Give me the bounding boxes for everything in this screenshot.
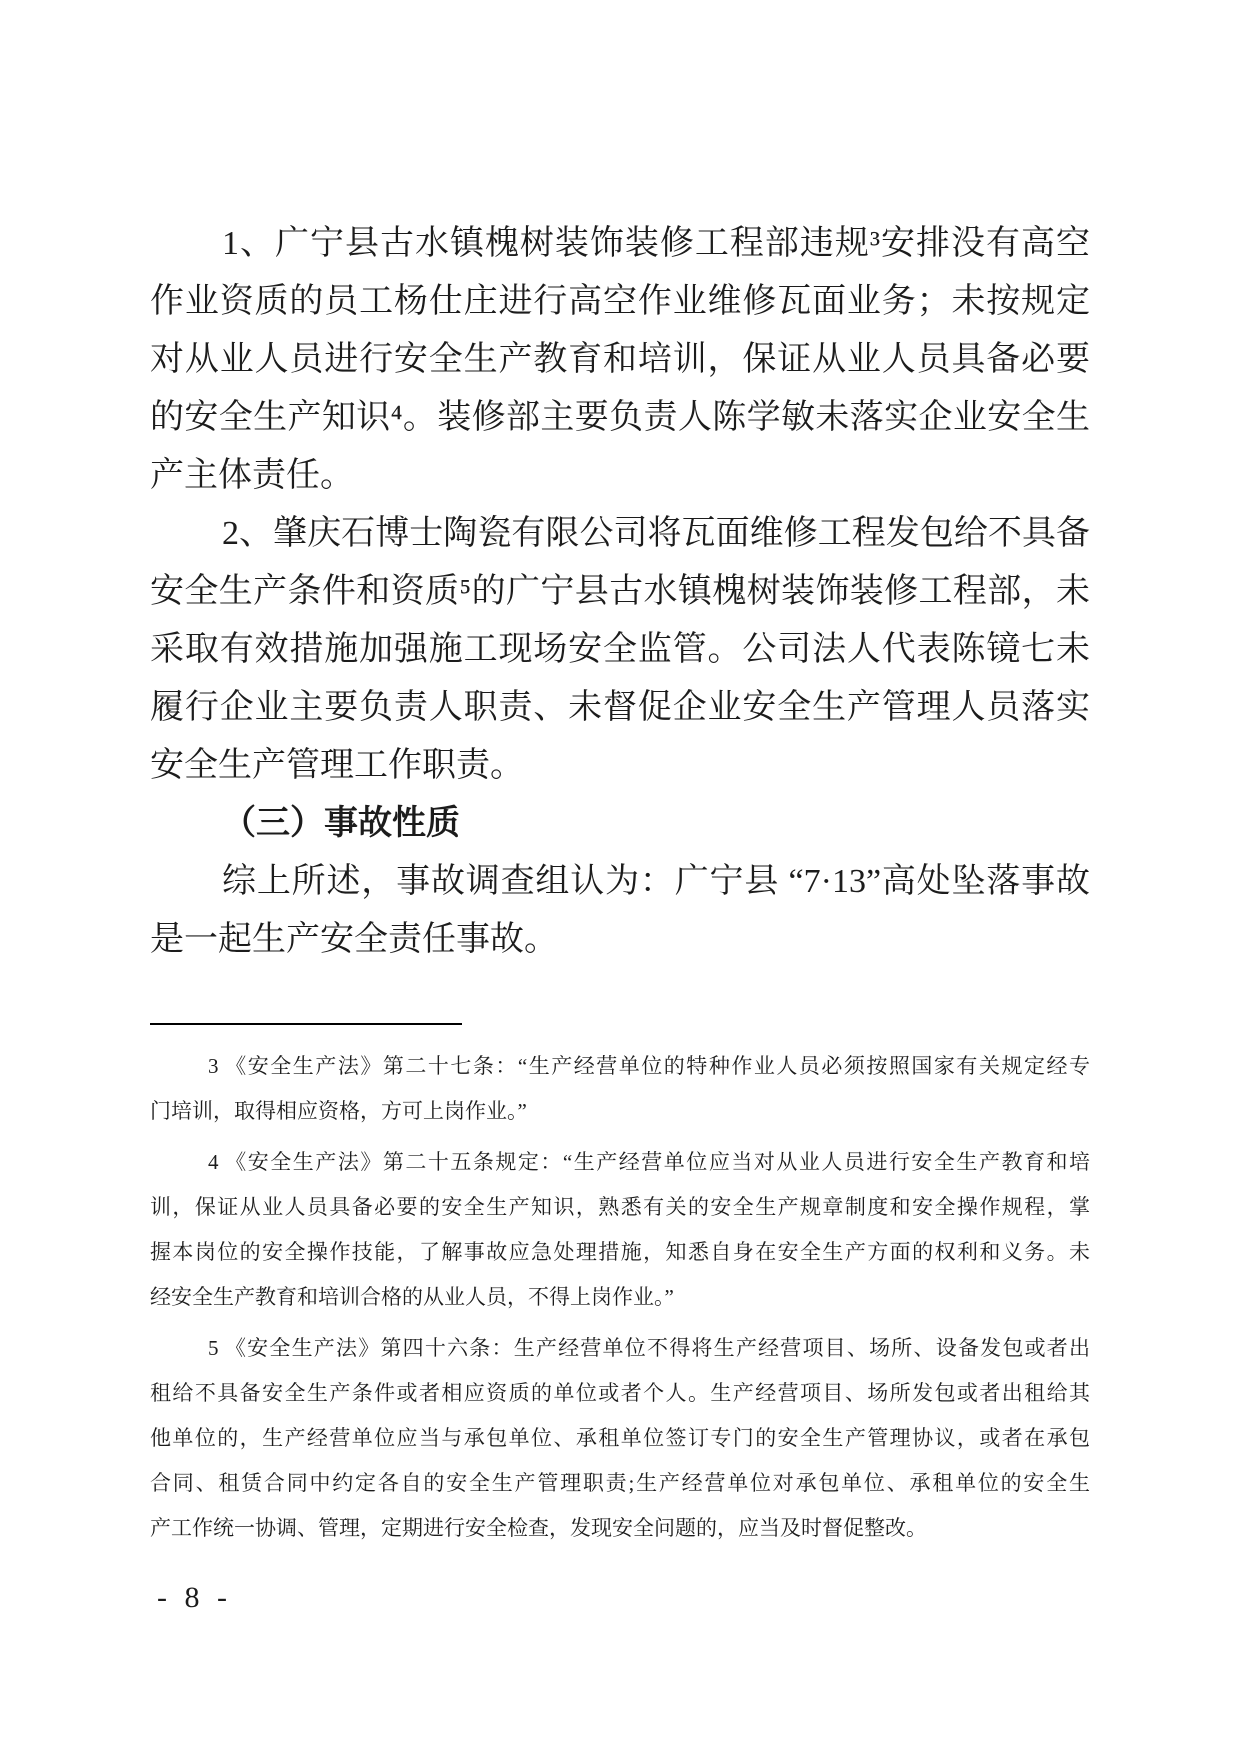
- footnote-5: [150, 1326, 1090, 1551]
- paragraph-1: [150, 215, 1090, 505]
- footnote-line: 他单位的，生产经营单位应当与承包单位、承租单位签订专门的安全生产管理协议，或者在承包: [150, 1426, 1090, 1450]
- footnotes-block: [150, 1044, 1090, 1557]
- text-line: 安全生产管理工作职责。: [150, 747, 524, 784]
- footnote-line: 5 《安全生产法》第四十六条：生产经营单位不得将生产经营项目、场所、设备发包或者出: [208, 1336, 1090, 1360]
- text-line: 履行企业主要负责人职责、未督促企业安全生产管理人员落实: [150, 689, 1090, 726]
- footnote-4: [150, 1140, 1090, 1320]
- text-line: 的安全生产知识⁴。装修部主要负责人陈学敏未落实企业安全生: [150, 399, 1090, 436]
- footnote-3: [150, 1044, 1090, 1134]
- footnote-line: 合同、租赁合同中约定各自的安全生产管理职责;生产经营单位对承包单位、承租单位的安全生: [150, 1471, 1090, 1495]
- text-line: 1、广宁县古水镇槐树装饰装修工程部违规³安排没有高空: [222, 225, 1090, 262]
- page-number: - 8 -: [157, 1581, 227, 1614]
- footnote-separator: [150, 1023, 462, 1025]
- text-line: 2、肇庆石博士陶瓷有限公司将瓦面维修工程发包给不具备: [222, 515, 1090, 552]
- text-line: 作业资质的员工杨仕庄进行高空作业维修瓦面业务；未按规定: [150, 283, 1090, 320]
- footnote-line: 租给不具备安全生产条件或者相应资质的单位或者个人。生产经营项目、场所发包或者出租给其: [150, 1381, 1090, 1405]
- footnote-line: 4 《安全生产法》第二十五条规定：“生产经营单位应当对从业人员进行安全生产教育和培: [208, 1150, 1090, 1174]
- text-line: 产主体责任。: [150, 457, 354, 494]
- footnote-line: 产工作统一协调、管理，定期进行安全检查，发现安全问题的，应当及时督促整改。: [150, 1516, 927, 1540]
- text-line: 是一起生产安全责任事故。: [150, 921, 558, 958]
- footnote-line: 经安全生产教育和培训合格的从业人员，不得上岗作业。”: [150, 1285, 674, 1309]
- section-heading: （三）事故性质: [222, 805, 460, 842]
- text-line: 安全生产条件和资质⁵的广宁县古水镇槐树装饰装修工程部，未: [150, 573, 1090, 610]
- text-line: 对从业人员进行安全生产教育和培训，保证从业人员具备必要: [150, 341, 1090, 378]
- text-line: 采取有效措施加强施工现场安全监管。公司法人代表陈镜七未: [150, 631, 1090, 668]
- footnote-line: 训，保证从业人员具备必要的安全生产知识，熟悉有关的安全生产规章制度和安全操作规程，掌: [150, 1195, 1090, 1219]
- paragraph-2: [150, 505, 1090, 795]
- main-text-block: [150, 215, 1090, 969]
- footnote-line: 3 《安全生产法》第二十七条：“生产经营单位的特种作业人员必须按照国家有关规定经专: [208, 1054, 1090, 1078]
- paragraph-3: [150, 853, 1090, 969]
- footnote-line: 握本岗位的安全操作技能，了解事故应急处理措施，知悉自身在安全生产方面的权利和义务。未: [150, 1240, 1090, 1264]
- text-line: 综上所述，事故调查组认为：广宁县 “7·13”高处坠落事故: [222, 863, 1090, 900]
- footnote-line: 门培训，取得相应资格，方可上岗作业。”: [150, 1099, 527, 1123]
